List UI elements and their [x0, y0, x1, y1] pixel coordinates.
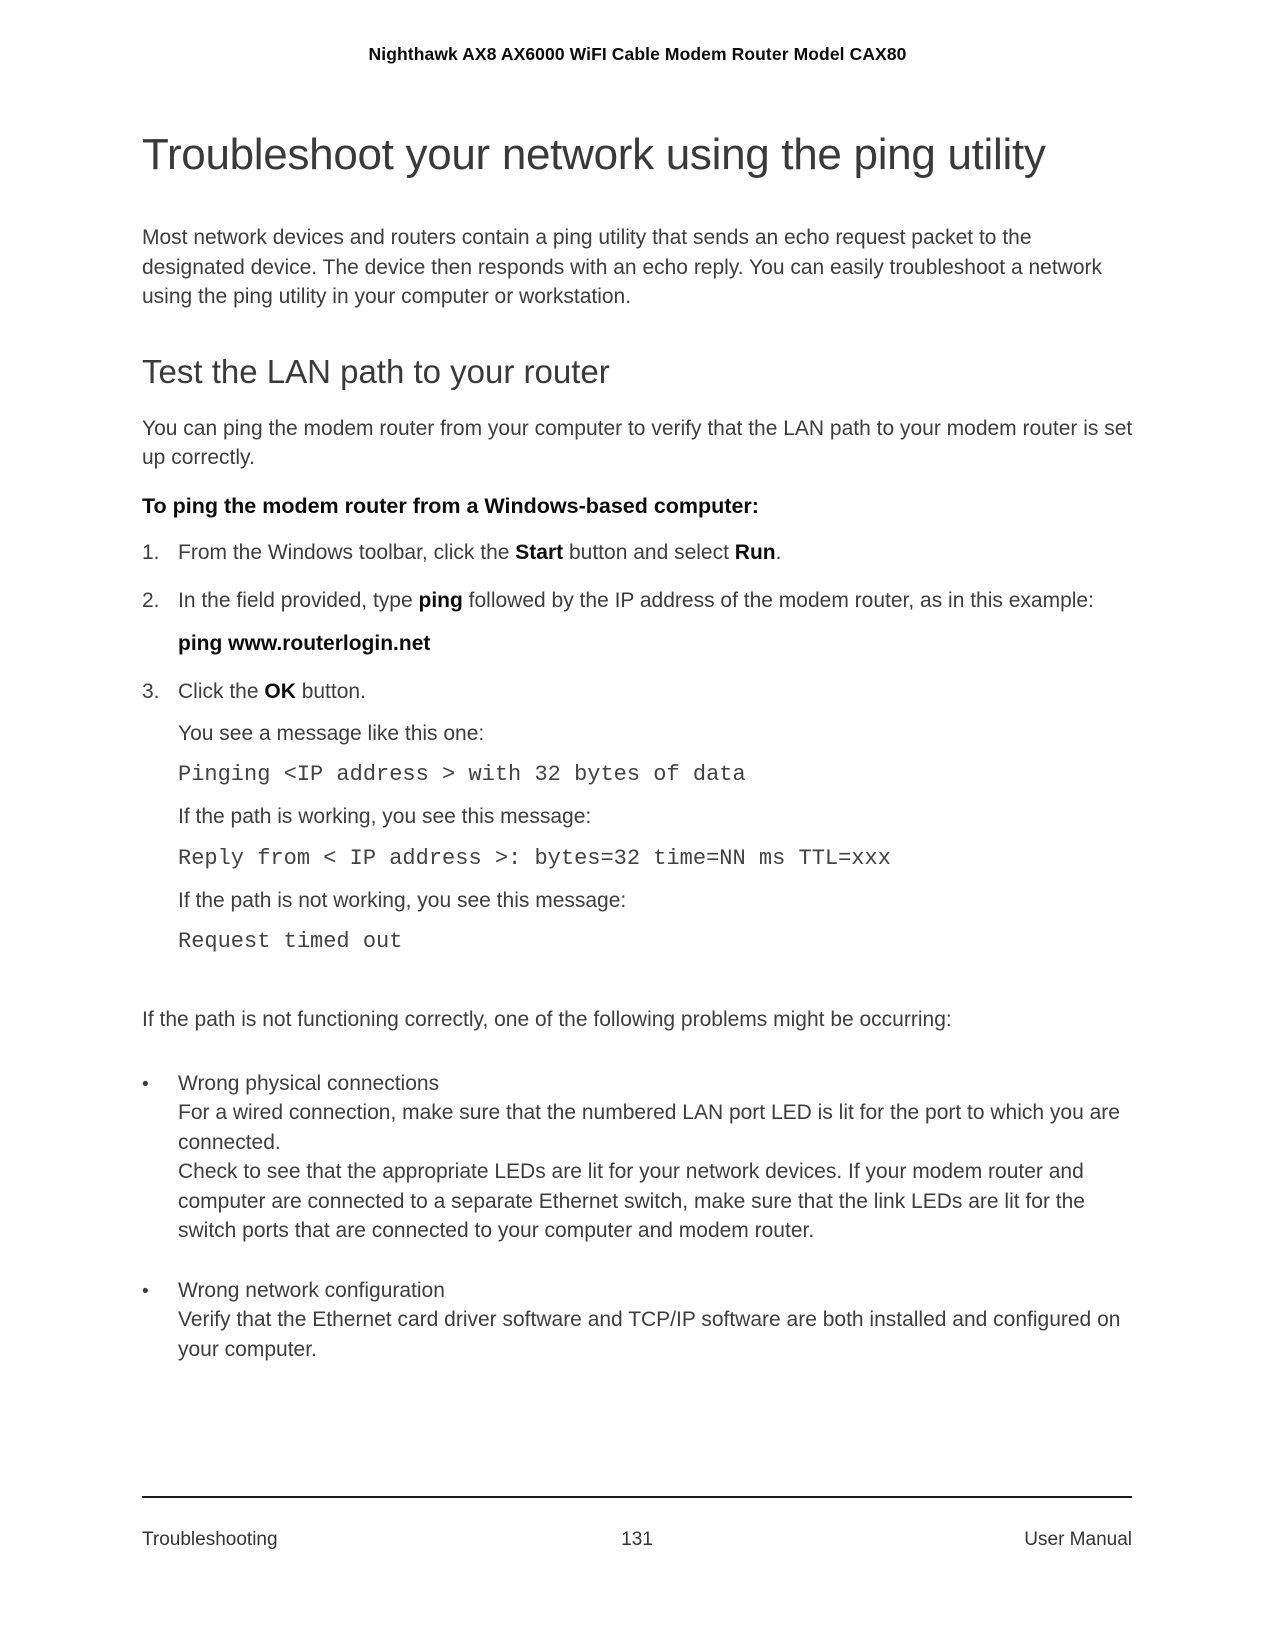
bullet-icon: • [142, 1280, 149, 1302]
step-3-segment: Click the [178, 680, 265, 703]
step-2-number: 2. [142, 589, 160, 612]
step-3-note: You see a message like this one: [178, 721, 485, 745]
step-3-number: 3. [142, 680, 160, 703]
page-footer [142, 1496, 1132, 1551]
bullet-body [178, 1276, 1133, 1365]
problems-intro-paragraph: If the path is not functioning correctly, one of the following problems might be occurring: [142, 1008, 952, 1031]
bullet-text: Check to see that the appropriate LEDs are lit for your network devices. If your modem router and computer are connected to a separate Ethernet switch, make sure that the link LEDs are lit for the switch ports that are connected to your computer and modem router. [178, 1160, 1085, 1242]
page-title: Troubleshoot your network using the ping utility [142, 130, 1046, 179]
bullet-title: Wrong physical connections [178, 1071, 440, 1095]
step-3-note: If the path is working, you see this message: [178, 805, 592, 828]
footer-page-number: 131 [621, 1529, 653, 1550]
procedure-title: To ping the modem router from a Windows-based computer: [142, 493, 759, 518]
step-2-segment: In the field provided, type [178, 589, 419, 612]
step-2-text [178, 586, 1133, 658]
step-3 [142, 677, 1133, 957]
bullet-item-network-configuration [142, 1276, 1133, 1365]
console-output-pinging: Pinging <IP address > with 32 bytes of data [178, 762, 746, 787]
console-output-timeout: Request timed out [178, 929, 403, 954]
section-lead-paragraph: You can ping the modem router from your computer to verify that the LAN path to your modem router is set up correctly. [142, 416, 1133, 469]
bold-term-ping: ping [418, 589, 463, 612]
step-2-segment: followed by the IP address of the modem router, as in this example: [462, 589, 1094, 612]
bold-term-run: Run [734, 540, 776, 564]
footer-document-label: User Manual [1024, 1529, 1132, 1550]
step-1-segment: From the Windows toolbar, click the [178, 540, 516, 564]
bold-term-start: Start [515, 540, 564, 564]
step-2 [142, 586, 1133, 658]
step-3-note: If the path is not working, you see this message: [178, 888, 627, 912]
bullet-text: For a wired connection, make sure that the numbered LAN port LED is lit for the port to which you are connected. [178, 1101, 1120, 1154]
document-header: Nighthawk AX8 AX6000 WiFI Cable Modem Router Model CAX80 [368, 44, 907, 64]
bullet-item-physical-connections [142, 1069, 1133, 1246]
intro-paragraph: Most network devices and routers contain a ping utility that sends an echo request packet to the designated device. The device then responds with an echo reply. You can easily troubleshoot a network using the ping utility in your computer or workstation. [142, 226, 1103, 308]
ping-example-command: ping www.routerlogin.net [178, 631, 431, 655]
step-1 [142, 538, 1133, 568]
step-2-line [178, 586, 1133, 616]
step-1-segment: button and select [563, 540, 735, 564]
bullet-icon: • [142, 1073, 149, 1095]
step-3-line [178, 677, 1133, 707]
section-heading: Test the LAN path to your router [142, 352, 610, 390]
bullet-title: Wrong network configuration [178, 1278, 445, 1302]
bullet-text: Verify that the Ethernet card driver software and TCP/IP software are both installed and configured on your computer. [178, 1308, 1121, 1361]
bold-term-ok: OK [264, 680, 296, 703]
step-1-number: 1. [142, 540, 160, 564]
step-1-text [178, 538, 1133, 568]
step-3-text [178, 677, 1133, 957]
console-output-reply: Reply from < IP address >: bytes=32 time=NN ms TTL=xxx [178, 845, 891, 871]
footer-chapter-label: Troubleshooting [142, 1529, 278, 1550]
footer-row [142, 1498, 1132, 1551]
step-3-segment: button. [295, 680, 366, 703]
step-1-segment: . [775, 540, 782, 564]
bullet-body [178, 1069, 1133, 1246]
